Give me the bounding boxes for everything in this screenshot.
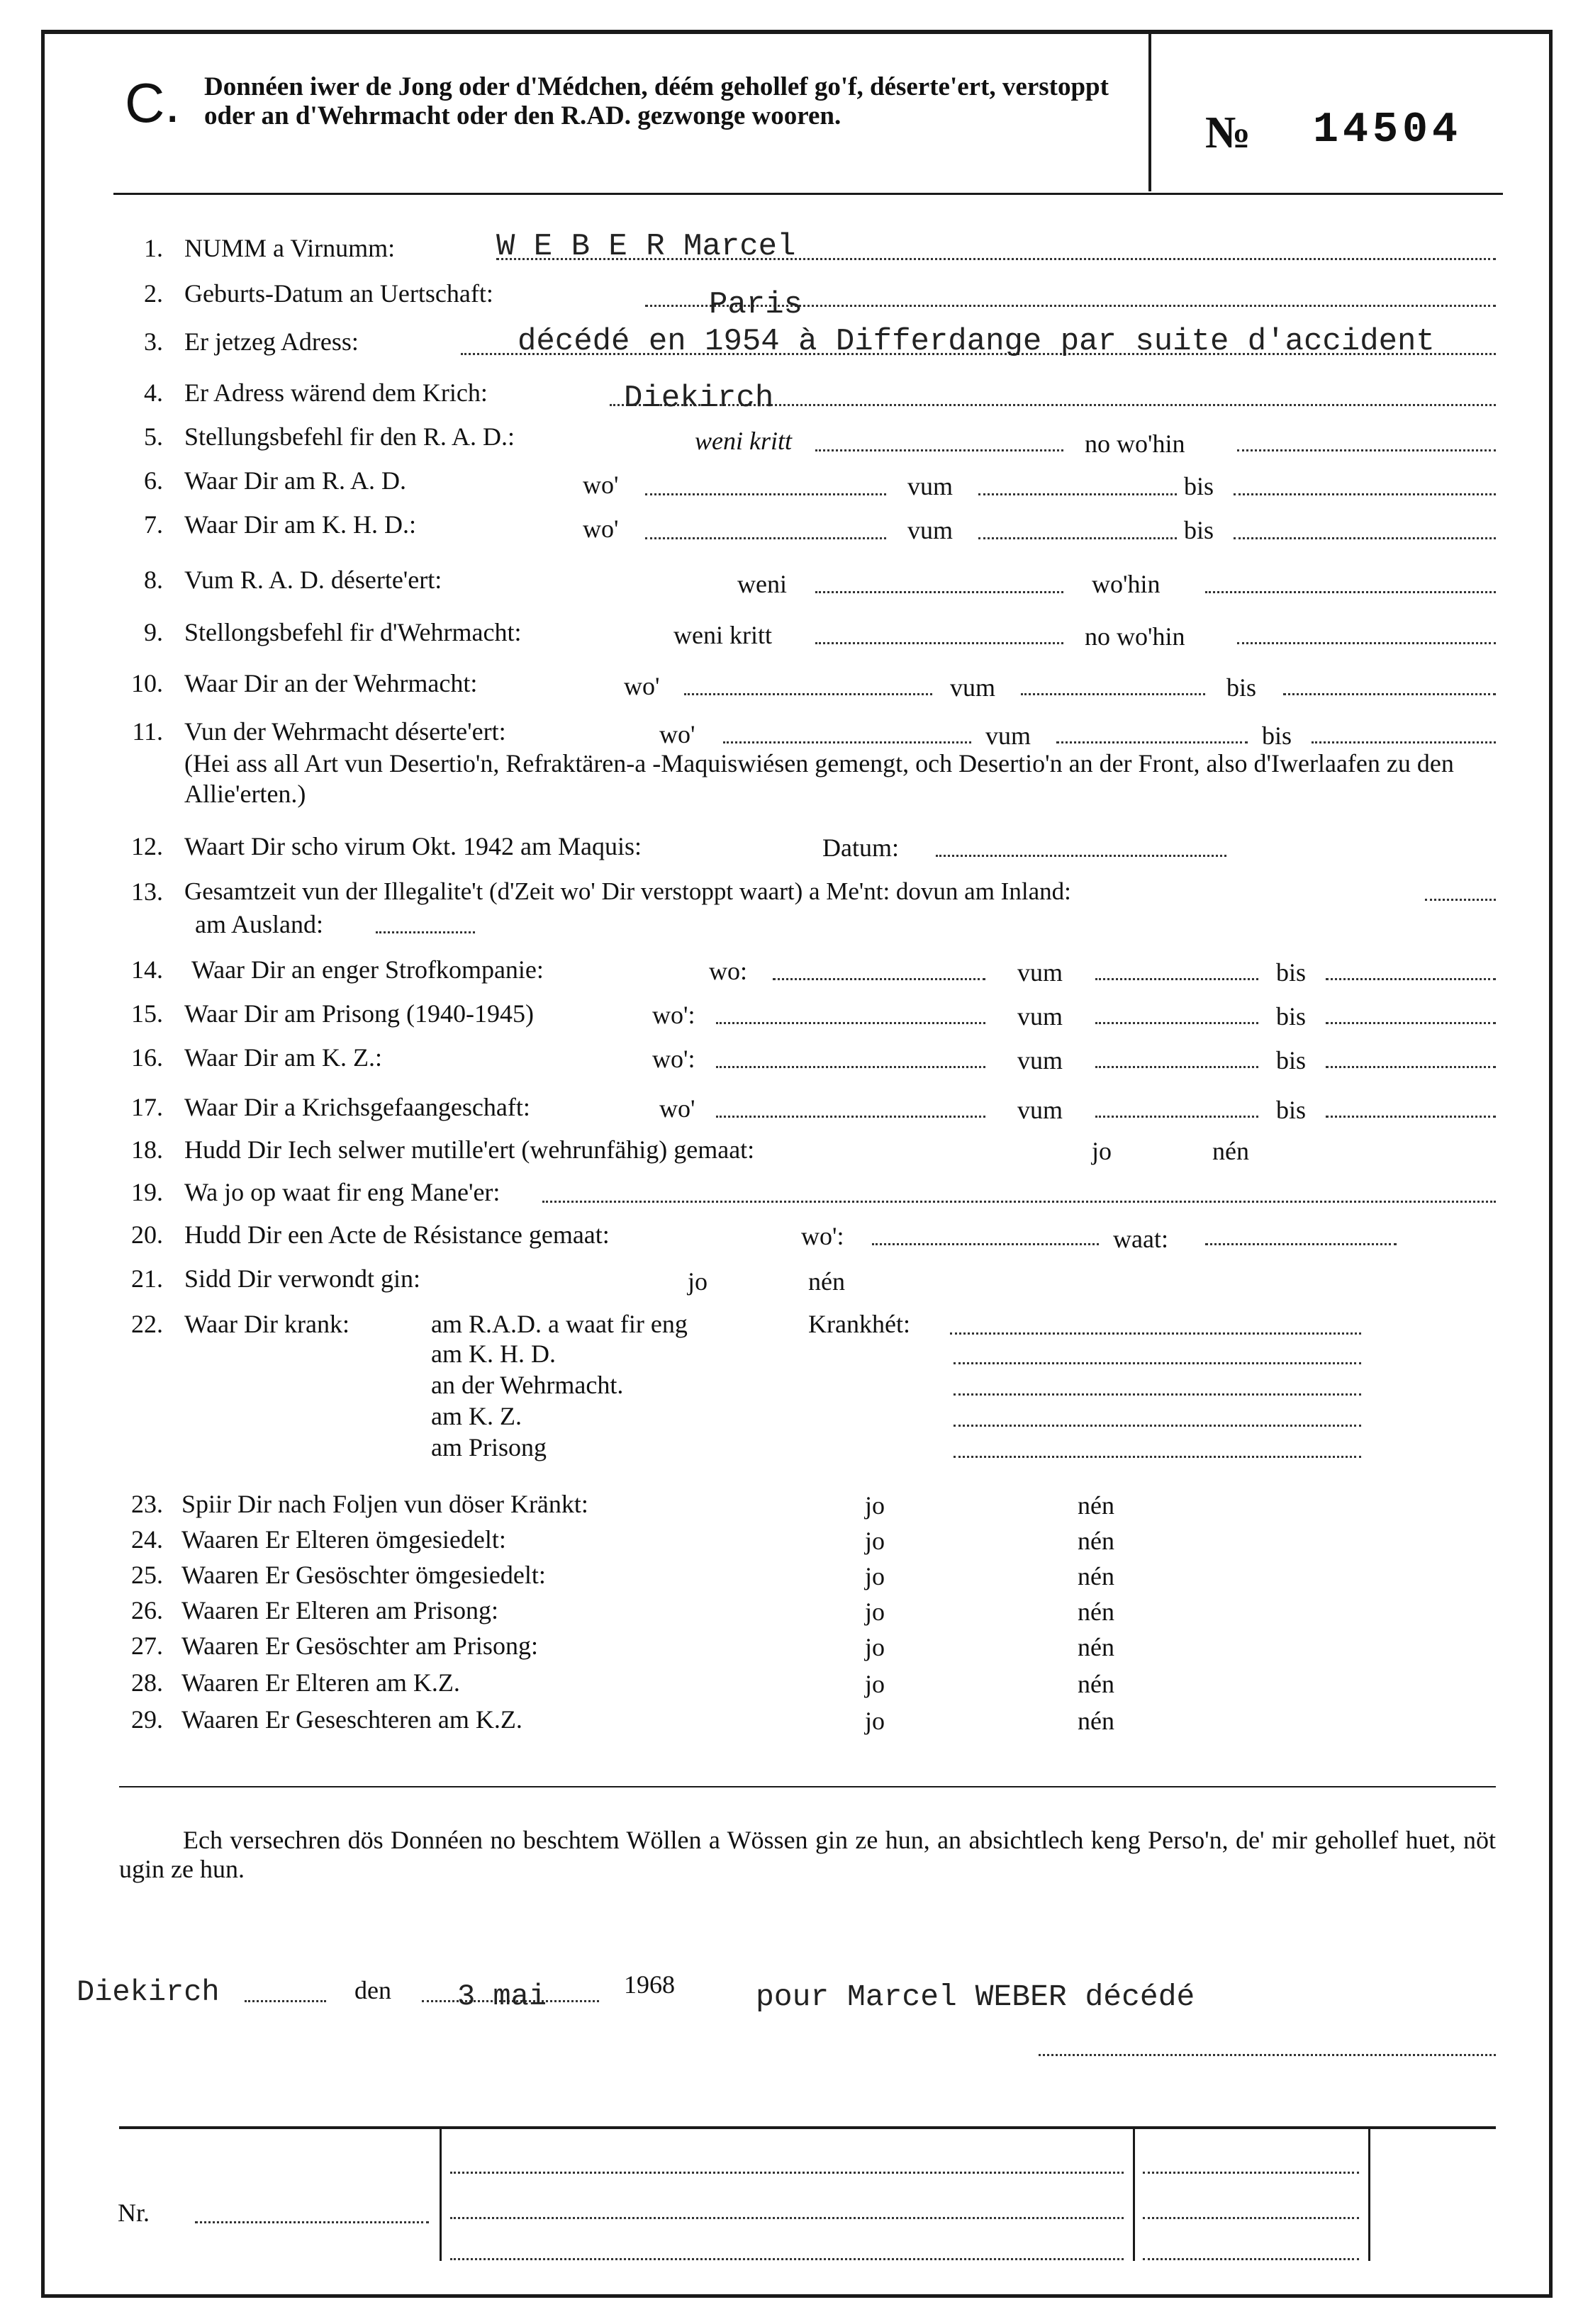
field-label: Hudd Dir een Acte de Résistance gemaat:	[184, 1220, 610, 1249]
field-sublabel: Krankhét:	[808, 1310, 910, 1338]
field-label: Hudd Dir Iech selwer mutille'ert (wehrunfähig) gemaat:	[184, 1135, 755, 1164]
field-line[interactable]	[815, 642, 1063, 644]
field-label: Waar Dir krank:	[184, 1310, 350, 1338]
footer-divider	[1133, 2129, 1135, 2261]
field-label: Waaren Er Gesöschter am Prisong:	[181, 1632, 538, 1660]
row-number: 16.	[131, 1043, 163, 1072]
field-line[interactable]	[1312, 741, 1496, 743]
field-label: Waaren Er Elteren am Prisong:	[181, 1596, 498, 1624]
signature-place[interactable]: Diekirch	[77, 1975, 220, 2009]
field-sublabel: bis	[1184, 472, 1214, 500]
field-label-name: NUMM a Virnumm:	[184, 234, 396, 262]
field-sublabel: vum	[1017, 1046, 1063, 1074]
field-sublabel: waat:	[1113, 1225, 1168, 1253]
row-number: 15.	[131, 999, 163, 1028]
field-sublabel: am R.A.D. a waat fir eng	[431, 1310, 688, 1338]
row-number: 17.	[131, 1093, 163, 1121]
field-line[interactable]	[1237, 642, 1496, 644]
row-number: 12.	[131, 832, 163, 860]
row-number: 7.	[144, 510, 163, 539]
row-number: 14.	[131, 955, 163, 984]
field-label: Waar Dir am K. H. D.:	[184, 510, 417, 539]
row-number: 24.	[131, 1525, 163, 1554]
field-sublabel: weni kritt	[695, 427, 792, 455]
field-line[interactable]	[1234, 537, 1496, 539]
form-sheet	[41, 30, 1553, 2298]
field-label: Waar Dir am R. A. D.	[184, 466, 407, 495]
field-label-birth: Geburts-Datum an Uertschaft:	[184, 279, 493, 308]
option-yes[interactable]: jo	[865, 1562, 885, 1590]
field-line[interactable]	[950, 1332, 1361, 1335]
field-label: Waar Dir an enger Strofkompanie:	[191, 955, 544, 984]
field-sublabel: vum	[950, 673, 996, 702]
row-number: 1.	[144, 234, 163, 262]
field-line[interactable]	[723, 741, 971, 743]
field-line[interactable]	[1021, 693, 1205, 695]
option-yes[interactable]: jo	[865, 1707, 885, 1735]
row-number: 4.	[144, 378, 163, 407]
row-number: 18.	[131, 1135, 163, 1164]
footer-line[interactable]	[1143, 2258, 1359, 2260]
field-line[interactable]	[1425, 899, 1496, 901]
option-yes[interactable]: jo	[865, 1491, 885, 1520]
field-sublabel: weni kritt	[673, 621, 772, 649]
field-line[interactable]	[716, 1022, 985, 1024]
field-label: Waaren Er Gesöschter ömgesiedelt:	[181, 1561, 546, 1589]
field-line[interactable]	[954, 1393, 1361, 1396]
field-line[interactable]	[815, 591, 1063, 593]
footer-divider	[1368, 2129, 1370, 2261]
field-sublabel: no wo'hin	[1085, 622, 1185, 651]
field-line[interactable]	[1326, 1022, 1496, 1024]
field-sublabel: wo':	[801, 1222, 844, 1250]
field-label: Waar Dir an der Wehrmacht:	[184, 669, 478, 697]
field-label: Waar Dir am Prisong (1940-1945)	[184, 999, 534, 1028]
field-line[interactable]	[1205, 1243, 1397, 1245]
field-line[interactable]	[1056, 741, 1248, 743]
option-no[interactable]: nén	[1078, 1598, 1114, 1626]
header-rule	[113, 193, 1503, 195]
field-line[interactable]	[716, 1066, 985, 1068]
footer-line[interactable]	[450, 2258, 1124, 2260]
field-value-name[interactable]: W E B E R Marcel	[496, 229, 796, 264]
row-number: 21.	[131, 1264, 163, 1293]
option-no[interactable]: nén	[1078, 1670, 1114, 1698]
field-line[interactable]	[1095, 978, 1258, 980]
field-value-wartime-address[interactable]: Diekirch	[624, 381, 774, 416]
footer-line[interactable]	[450, 2217, 1124, 2219]
footer-line[interactable]	[1143, 2217, 1359, 2219]
field-line[interactable]	[954, 1425, 1361, 1427]
field-line[interactable]	[1095, 1066, 1258, 1068]
field-sublabel: Datum:	[822, 833, 899, 862]
option-no[interactable]: nén	[1078, 1491, 1114, 1520]
field-label: Waart Dir scho virum Okt. 1942 am Maquis:	[184, 832, 642, 860]
option-yes[interactable]: jo	[865, 1633, 885, 1661]
footer-nr-line[interactable]	[195, 2221, 429, 2223]
field-line[interactable]	[1326, 1066, 1496, 1068]
row-number: 19.	[131, 1178, 163, 1206]
field-sublabel: wo':	[652, 1045, 695, 1073]
field-sublabel: bis	[1276, 958, 1307, 987]
row-number: 20.	[131, 1220, 163, 1249]
field-sublabel: vum	[907, 472, 954, 500]
field-value-address[interactable]: décédé en 1954 à Differdange par suite d'accident	[518, 324, 1435, 359]
section-rule	[119, 1786, 1496, 1787]
row-number: 27.	[131, 1632, 163, 1660]
field-sublabel: am Prisong	[431, 1433, 547, 1461]
field-line[interactable]	[1283, 693, 1496, 695]
footer-divider	[440, 2129, 442, 2261]
field-sublabel: vum	[1017, 1002, 1063, 1031]
field-sublabel: bis	[1276, 1002, 1307, 1031]
field-line[interactable]	[542, 1201, 1496, 1203]
option-yes[interactable]: jo	[1092, 1137, 1112, 1165]
footer-line[interactable]	[450, 2172, 1124, 2174]
field-line	[245, 2000, 326, 2002]
option-yes[interactable]: jo	[688, 1267, 708, 1296]
field-label: Spiir Dir nach Foljen vun döser Kränkt:	[181, 1490, 588, 1518]
option-yes[interactable]: jo	[865, 1670, 885, 1698]
option-yes[interactable]: jo	[865, 1598, 885, 1626]
row-number: 11.	[132, 717, 163, 746]
option-no[interactable]: nén	[1078, 1633, 1114, 1661]
section-letter: C.	[125, 72, 180, 134]
field-note: (Hei ass all Art vun Desertio'n, Refraktären-a -Maquiswiésen gemengt, och Desertio'n an der Front, also d'Iwerlaafen zu den Allie'erten.)	[184, 749, 1454, 809]
row-number: 9.	[144, 618, 163, 646]
field-sublabel: vum	[985, 722, 1031, 750]
field-line[interactable]	[954, 1362, 1361, 1364]
field-sublabel: bis	[1262, 722, 1292, 750]
field-sublabel: wo:	[709, 957, 747, 985]
field-line[interactable]	[954, 1456, 1361, 1458]
row-number: 25.	[131, 1561, 163, 1589]
number-sign: №	[1205, 107, 1251, 157]
option-no[interactable]: nén	[1078, 1707, 1114, 1735]
field-line[interactable]	[872, 1243, 1099, 1245]
field-line[interactable]	[645, 493, 886, 495]
row-number: 6.	[144, 466, 163, 495]
field-label: Vun der Wehrmacht déserte'ert:	[184, 717, 506, 746]
field-label: Waaren Er Elteren ömgesiedelt:	[181, 1525, 506, 1554]
field-line[interactable]	[1095, 1116, 1258, 1118]
field-label: Gesamtzeit vun der Illegalite't (d'Zeit wo' Dir verstoppt waart) a Me'nt: dovun am Inland:	[184, 877, 1071, 905]
field-sublabel: bis	[1276, 1046, 1307, 1074]
section-heading: Donnéen iwer de Jong oder d'Médchen, déém gehollef go'f, déserte'ert, verstoppt oder an d'Wehrmacht oder den R.AD. gezwonge wooren.	[204, 72, 1109, 131]
signature-note: pour Marcel WEBER décédé	[756, 1980, 1195, 2014]
signature-date[interactable]: 3 mai	[457, 1980, 547, 2014]
field-sublabel: wo'	[624, 672, 660, 700]
field-line[interactable]	[684, 693, 932, 695]
row-number: 2.	[144, 279, 163, 308]
row-number: 5.	[144, 422, 163, 451]
signature-year: 1968	[624, 1970, 675, 1999]
field-line[interactable]	[645, 537, 886, 539]
footer-line[interactable]	[1143, 2172, 1359, 2174]
option-no[interactable]: nén	[1078, 1562, 1114, 1590]
field-label: Waar Dir a Krichsgefaangeschaft:	[184, 1093, 530, 1121]
field-sublabel: vum	[1017, 958, 1063, 987]
field-line[interactable]	[936, 855, 1226, 857]
declaration-text: Ech versechren dös Donnéen no beschtem Wöllen a Wössen gin ze hun, an absichtlech keng Perso'n, de' mir gehollef huet, nöt ugin ze hun.	[119, 1826, 1496, 1884]
field-sublabel: vum	[1017, 1096, 1063, 1124]
field-label-address: Er jetzeg Adress:	[184, 327, 359, 356]
field-sublabel: wo'	[659, 720, 695, 748]
field-sublabel: an der Wehrmacht.	[431, 1371, 624, 1399]
row-number: 26.	[131, 1596, 163, 1624]
field-line[interactable]	[1237, 449, 1496, 451]
option-no[interactable]: nén	[1212, 1137, 1249, 1165]
field-sublabel: wo':	[652, 1001, 695, 1029]
field-label: Sidd Dir verwondt gin:	[184, 1264, 420, 1293]
signature-den-label: den	[354, 1976, 391, 2004]
field-line[interactable]	[1234, 493, 1496, 495]
field-line[interactable]	[1095, 1022, 1258, 1024]
footer-rule	[119, 2126, 1496, 2129]
row-number: 13.	[131, 877, 163, 906]
field-value-birth[interactable]: Paris	[709, 287, 803, 322]
field-sublabel: wo'	[583, 471, 619, 499]
field-sublabel: am K. H. D.	[431, 1340, 556, 1368]
row-number: 23.	[131, 1490, 163, 1518]
option-no[interactable]: nén	[1078, 1527, 1114, 1555]
signature-line[interactable]	[1039, 2054, 1496, 2056]
field-line[interactable]	[1326, 1116, 1496, 1118]
field-line[interactable]	[1326, 978, 1496, 980]
field-sublabel: am Ausland:	[195, 910, 323, 938]
option-no[interactable]: nén	[808, 1267, 845, 1296]
header-divider	[1148, 34, 1151, 191]
field-sublabel: wo'hin	[1092, 570, 1161, 598]
form-number: 14504	[1313, 106, 1463, 155]
row-number: 10.	[131, 669, 163, 697]
field-sublabel: weni	[737, 570, 787, 598]
field-sublabel: wo'	[659, 1094, 695, 1123]
field-label: Vum R. A. D. déserte'ert:	[184, 566, 442, 594]
row-number: 29.	[131, 1705, 163, 1734]
row-number: 8.	[144, 566, 163, 594]
field-label: Waaren Er Geseschteren am K.Z.	[181, 1705, 522, 1734]
field-sublabel: wo'	[583, 515, 619, 543]
field-line[interactable]	[773, 978, 985, 980]
field-label: Stellongsbefehl fir d'Wehrmacht:	[184, 618, 522, 646]
field-label: Waar Dir am K. Z.:	[184, 1043, 382, 1072]
option-yes[interactable]: jo	[865, 1527, 885, 1555]
field-label-wartime-address: Er Adress wärend dem Krich:	[184, 378, 488, 407]
row-number: 22.	[131, 1310, 163, 1338]
field-sublabel: bis	[1184, 516, 1214, 544]
field-sublabel: bis	[1226, 673, 1257, 702]
field-line[interactable]	[716, 1116, 985, 1118]
field-line[interactable]	[815, 449, 1063, 451]
field-sublabel: am K. Z.	[431, 1402, 522, 1430]
field-line[interactable]	[978, 493, 1177, 495]
row-number: 3.	[144, 327, 163, 356]
field-sublabel: no wo'hin	[1085, 430, 1185, 458]
row-number: 28.	[131, 1668, 163, 1697]
field-label: Stellungsbefehl fir den R. A. D.:	[184, 422, 515, 451]
field-sublabel: vum	[907, 516, 954, 544]
field-label: Wa jo op waat fir eng Mane'er:	[184, 1178, 501, 1206]
field-sublabel: bis	[1276, 1096, 1307, 1124]
field-line[interactable]	[376, 931, 475, 933]
field-label: Waaren Er Elteren am K.Z.	[181, 1668, 460, 1697]
field-line[interactable]	[1205, 591, 1496, 593]
field-line[interactable]	[978, 537, 1177, 539]
footer-nr-label: Nr.	[118, 2199, 150, 2227]
